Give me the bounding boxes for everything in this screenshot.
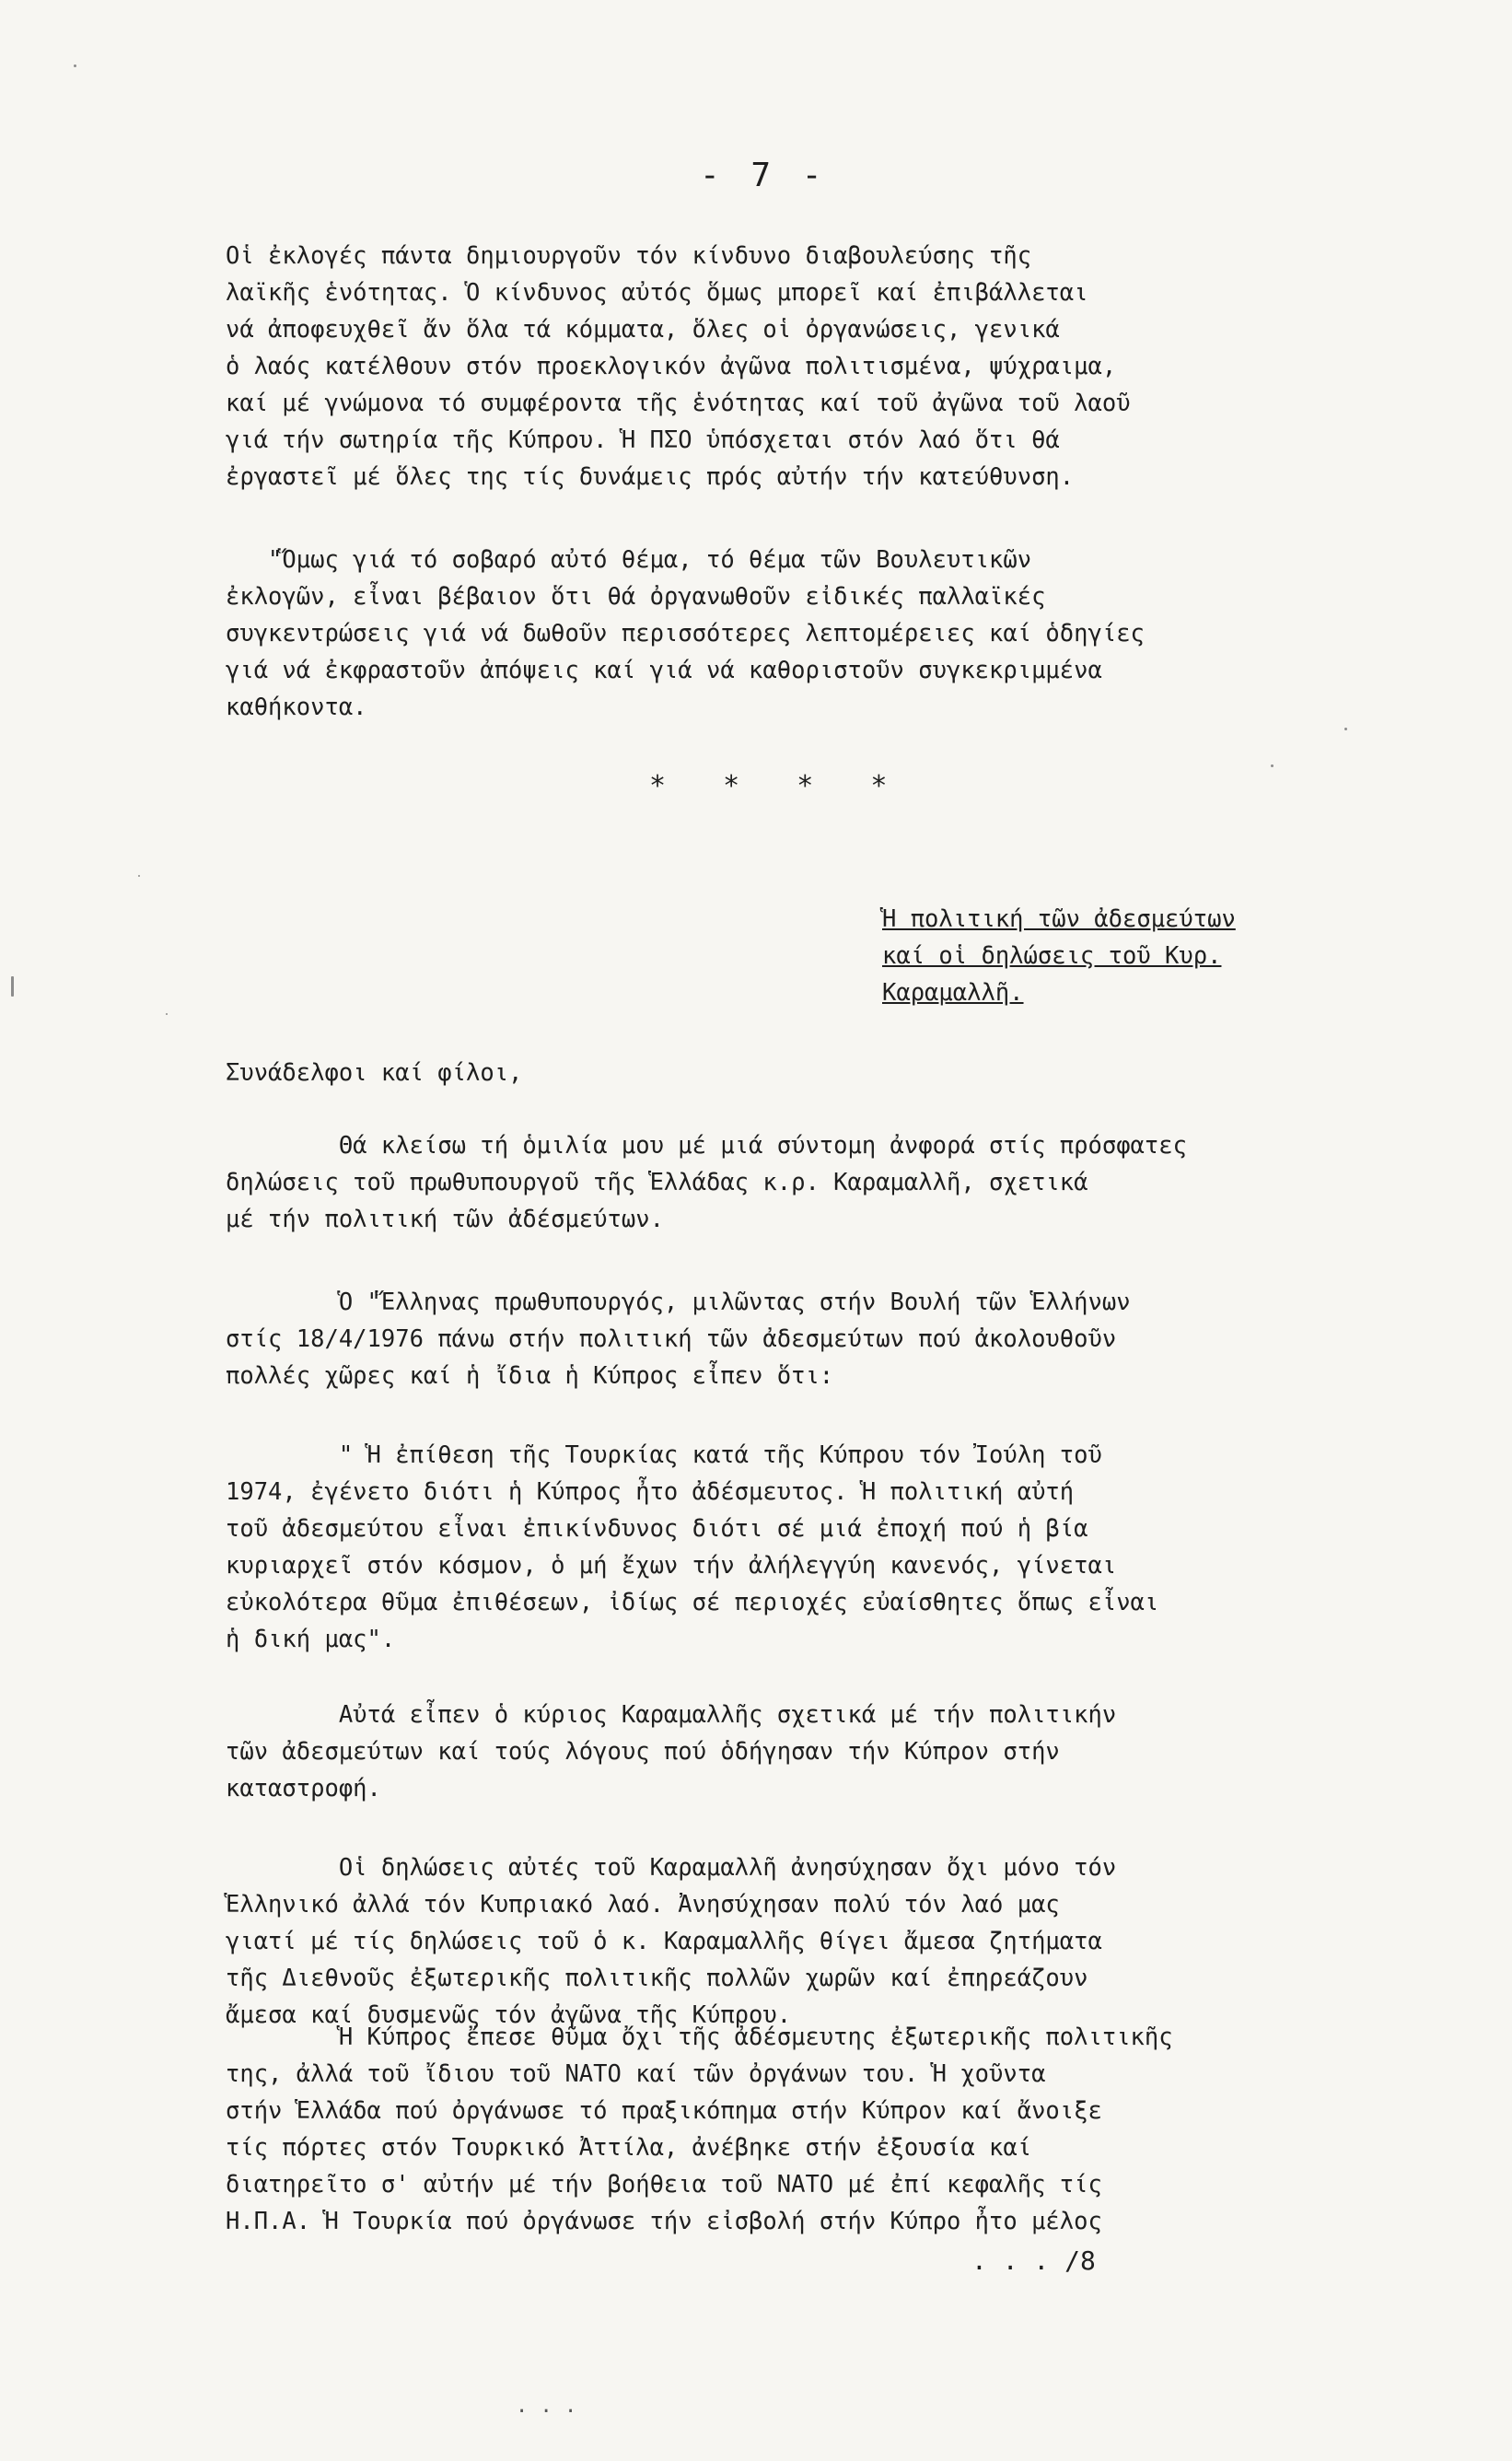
text-line: Ὁ "Ἕλληνας πρωθυπουργός, μιλῶντας στήν Βουλή τῶν Ἑλλήνων bbox=[226, 1289, 1131, 1316]
scan-speck bbox=[1271, 764, 1274, 767]
text-line: τοῦ ἀδεσμεύτου εἶναι ἐπικίνδυνος διότι σέ μιά ἐποχή πού ἡ βία bbox=[226, 1515, 1088, 1543]
text-line: ἄμεσα καί δυσμενῶς τόν ἀγῶνα τῆς Κύπρου. bbox=[226, 2001, 792, 2029]
paragraph-speech-close bbox=[226, 1127, 1460, 1238]
text-line: πολλές χῶρες καί ἡ ἴδια ἡ Κύπρος εἶπεν ὅτι: bbox=[226, 1362, 834, 1390]
text-line: τῶν ἀδεσμεύτων καί τούς λόγους πού ὁδήγησαν τήν Κύπρον στήν bbox=[226, 1738, 1060, 1766]
page-bottom-dots: . . . bbox=[516, 2395, 577, 2418]
heading-line: Ἡ πολιτική τῶν ἀδεσμεύτων bbox=[882, 905, 1236, 933]
text-line: νά ἀποφευχθεῖ ἄν ὅλα τά κόμματα, ὅλες οἱ ὀργανώσεις, γενικά bbox=[226, 316, 1060, 344]
text-line: λαϊκῆς ἑνότητας. Ὁ κίνδυνος αὐτός ὅμως μπορεῖ καί ἐπιβάλλεται bbox=[226, 279, 1088, 307]
text-line: της, ἀλλά τοῦ ἴδιου τοῦ ΝΑΤΟ καί τῶν ὀργάνων του. Ἡ χοῦντα bbox=[226, 2060, 1046, 2088]
text-line: καθήκοντα. bbox=[226, 694, 367, 721]
text-line: ἡ δική μας". bbox=[226, 1626, 396, 1653]
text-line: στήν Ἑλλάδα πού ὀργάνωσε τό πραξικόπημα στήν Κύπρον καί ἄνοιξε bbox=[226, 2097, 1102, 2125]
text-line: μέ τήν πολιτική τῶν ἀδέσμεύτων. bbox=[226, 1206, 664, 1233]
text-line: Ἑλληνικό ἀλλά τόν Κυπριακό λαό. Ἀνησύχησαν πολύ τόν λαό μας bbox=[226, 1891, 1060, 1919]
text-line: κυριαρχεῖ στόν κόσμον, ὁ μή ἔχων τήν ἀλήλεγγύη κανενός, γίνεται bbox=[226, 1552, 1117, 1580]
paragraph-parliamentary-elections bbox=[226, 542, 1460, 726]
text-line: διατηρεῖτο σ' αὐτήν μέ τήν βοήθεια τοῦ ΝΑΤΟ μέ ἐπί κεφαλῆς τίς bbox=[226, 2171, 1102, 2199]
text-line: τῆς Διεθνοῦς ἐξωτερικῆς πολιτικῆς πολλῶν χωρῶν καί ἐπηρεάζουν bbox=[226, 1965, 1088, 1992]
paragraph-statements-concern bbox=[226, 1849, 1460, 2034]
paragraph-prime-minister bbox=[226, 1284, 1460, 1394]
text-line: 1974, ἐγένετο διότι ἡ Κύπρος ἦτο ἀδέσμευτος. Ἡ πολιτική αὐτή bbox=[226, 1478, 1075, 1506]
text-line: Οἱ ἐκλογές πάντα δημιουργοῦν τόν κίνδυνο διαβουλεύσης τῆς bbox=[226, 242, 1032, 270]
text-line: ἐκλογῶν, εἶναι βέβαιον ὅτι θά ὀργανωθοῦν εἰδικές παλλαϊκές bbox=[226, 583, 1046, 611]
text-line: καί μέ γνώμονα τό συμφέροντα τῆς ἑνότητας καί τοῦ ἀγῶνα τοῦ λαοῦ bbox=[226, 390, 1131, 417]
text-line: γιά τήν σωτηρία τῆς Κύπρου. Ἡ ΠΣΟ ὑπόσχεται στόν λαό ὅτι θά bbox=[226, 426, 1060, 454]
text-line: εὐκολότερα θῦμα ἐπιθέσεων, ἰδίως σέ περιοχές εὐαίσθητες ὅπως εἶναι bbox=[226, 1589, 1159, 1616]
paragraph-cyprus-victim bbox=[226, 2019, 1460, 2240]
continuation-marker: . . . /8 bbox=[971, 2245, 1096, 2276]
scan-speck bbox=[1344, 728, 1347, 730]
heading-line: καί οἱ δηλώσεις τοῦ Κυρ. bbox=[882, 942, 1222, 970]
salutation: Συνάδελφοι καί φίλοι, bbox=[226, 1059, 523, 1087]
text-line: καταστροφή. bbox=[226, 1775, 381, 1802]
paragraph-elections bbox=[226, 238, 1460, 496]
text-line: συγκεντρώσεις γιά νά δωθοῦν περισσότερες λεπτομέρειες καί ὁδηγίες bbox=[226, 620, 1145, 647]
text-line: "Ὅμως γιά τό σοβαρό αὐτό θέμα, τό θέμα τῶν Βουλευτικῶν bbox=[226, 546, 1032, 574]
text-line: ὁ λαός κατέλθουν στόν προεκλογικόν ἀγῶνα πολιτισμένα, ψύχραιμα, bbox=[226, 353, 1117, 380]
section-separator: * * * * bbox=[649, 770, 908, 802]
text-line: τίς πόρτες στόν Τουρκικό Ἀττίλα, ἀνέβηκε στήν ἐξουσία καί bbox=[226, 2134, 1032, 2162]
scan-speck bbox=[11, 976, 14, 997]
text-line: Οἱ δηλώσεις αὐτές τοῦ Καραμαλλῆ ἀνησύχησαν ὄχι μόνο τόν bbox=[226, 1854, 1117, 1882]
text-line: Ἡ Κύπρος ἔπεσε θῦμα ὄχι τῆς ἀδέσμευτης ἐξωτερικῆς πολιτικῆς bbox=[226, 2024, 1173, 2051]
heading-line: Καραμαλλῆ. bbox=[882, 979, 1024, 1007]
text-line: γιά νά ἐκφραστοῦν ἀπόψεις καί γιά νά καθοριστοῦν συγκεκριμμένα bbox=[226, 657, 1102, 684]
text-line: Η.Π.Α. Ἡ Τουρκία πού ὀργάνωσε τήν εἰσβολή στήν Κύπρο ἦτο μέλος bbox=[226, 2208, 1102, 2235]
text-line: Θά κλείσω τή ὁμιλία μου μέ μιά σύντομη ἀνφορά στίς πρόσφατες bbox=[226, 1132, 1187, 1160]
text-line: γιατί μέ τίς δηλώσεις τοῦ ὁ κ. Καραμαλλῆς θίγει ἄμεσα ζητήματα bbox=[226, 1928, 1102, 1955]
text-line: στίς 18/4/1976 πάνω στήν πολιτική τῶν ἀδεσμεύτων πού ἀκολουθοῦν bbox=[226, 1325, 1117, 1353]
text-line: δηλώσεις τοῦ πρωθυπουργοῦ τῆς Ἑλλάδας κ.ρ. Καραμαλλῆ, σχετικά bbox=[226, 1169, 1088, 1196]
scan-speck bbox=[166, 1013, 168, 1015]
text-line: Αὐτά εἶπεν ὁ κύριος Καραμαλλῆς σχετικά μέ τήν πολιτικήν bbox=[226, 1701, 1117, 1729]
page-number: - 7 - bbox=[700, 157, 828, 194]
paragraph-quote bbox=[226, 1437, 1460, 1658]
text-line: ἐργαστεῖ μέ ὅλες της τίς δυνάμεις πρός αὐτήν τήν κατεύθυνση. bbox=[226, 463, 1075, 491]
scan-speck bbox=[138, 875, 140, 877]
text-line: " Ἡ ἐπίθεση τῆς Τουρκίας κατά τῆς Κύπρου τόν Ἰούλη τοῦ bbox=[226, 1441, 1102, 1469]
paragraph-karamanlis-said bbox=[226, 1697, 1460, 1807]
scan-speck bbox=[74, 64, 76, 67]
section-heading bbox=[882, 901, 1236, 1011]
